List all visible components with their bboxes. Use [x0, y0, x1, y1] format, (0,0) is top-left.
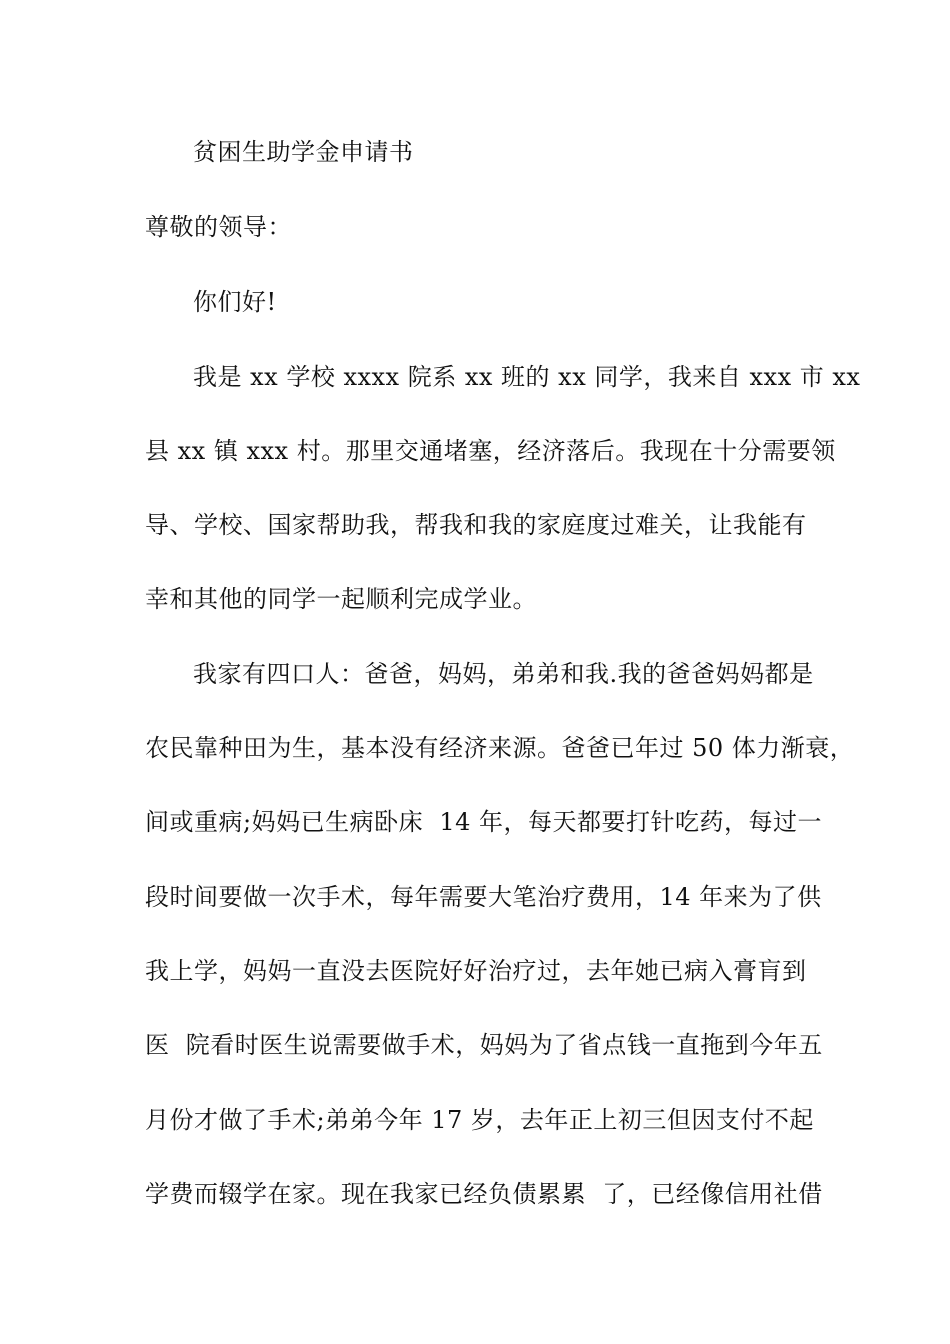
paragraph-line: 幸和其他的同学一起顺利完成学业。 [145, 585, 537, 613]
paragraph-line: 学费而辍学在家。现在我家已经负债累累 了，已经像信用社借 [145, 1180, 823, 1208]
paragraph-line: 我家有四口人：爸爸，妈妈，弟弟和我.我的爸爸妈妈都是 [193, 660, 814, 688]
greeting: 你们好! [193, 288, 277, 316]
paragraph-line: 我上学，妈妈一直没去医院好好治疗过，去年她已病入膏肓到 [145, 957, 807, 985]
paragraph-line: 月份才做了手术;弟弟今年 17 岁，去年正上初三但因支付不起 [145, 1106, 814, 1134]
salutation: 尊敬的领导： [145, 213, 292, 241]
document-title: 贫困生助学金申请书 [193, 138, 414, 166]
paragraph-line: 导、学校、国家帮助我，帮我和我的家庭度过难关，让我能有 [145, 511, 807, 539]
paragraph-line: 我是 xx 学校 xxxx 院系 xx 班的 xx 同学，我来自 xxx 市 xx [193, 363, 861, 391]
paragraph-line: 医 院看时医生说需要做手术，妈妈为了省点钱一直拖到今年五 [145, 1031, 823, 1059]
paragraph-line: 县 xx 镇 xxx 村。那里交通堵塞，经济落后。我现在十分需要领 [145, 437, 836, 465]
paragraph-line: 农民靠种田为生，基本没有经济来源。爸爸已年过 50 体力渐衰， [145, 734, 855, 762]
paragraph-line: 间或重病;妈妈已生病卧床 14 年，每天都要打针吃药，每过一 [145, 808, 823, 836]
paragraph-line: 段时间要做一次手术，每年需要大笔治疗费用，14 年来为了供 [145, 883, 822, 911]
